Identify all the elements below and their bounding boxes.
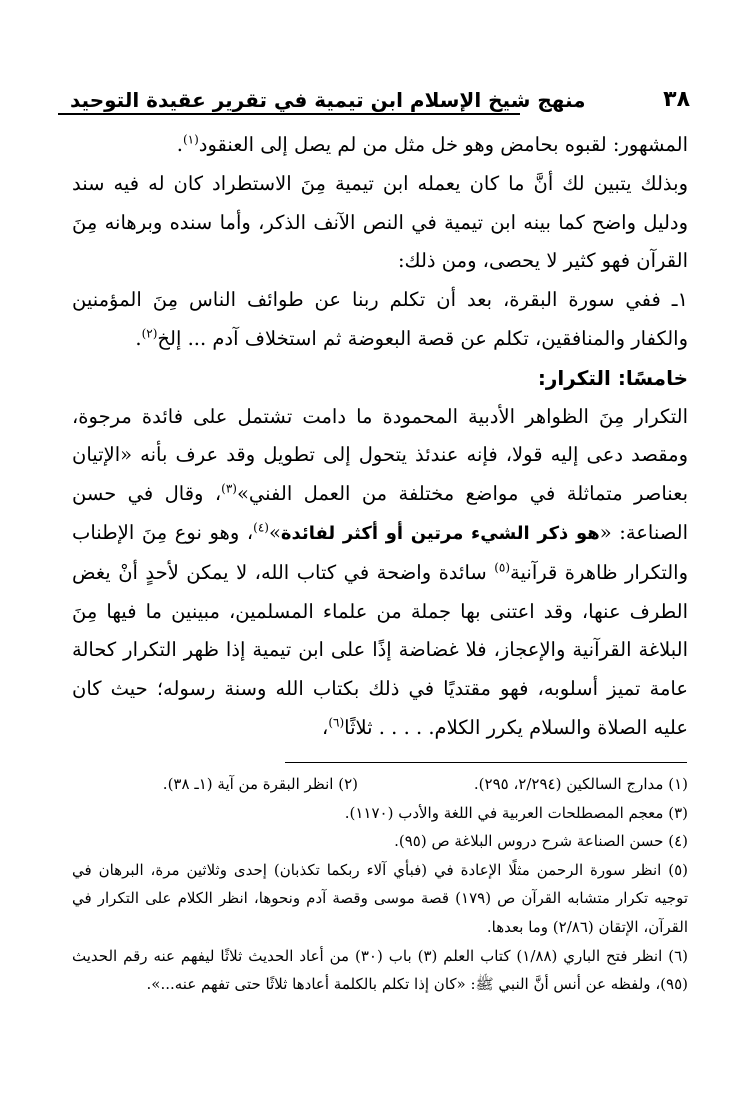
bold-definition: هو ذكر الشيء مرتين أو أكثر لفائدة	[280, 522, 600, 544]
opening-line: المشهور: لقبوه بحامض وهو خل مثل من لم يصل إلى العنقود$^{(١)}$.	[176, 132, 688, 156]
p2-part-c: »	[268, 520, 281, 544]
footnote-row-1-2	[72, 770, 688, 799]
paragraph-2	[72, 398, 688, 748]
list-item-1-text: ١ـ ففي سورة البقرة، بعد أن تكلم ربنا عن طوائف الناس مِنَ المؤمنين والكفار والمنافقين، تكلم عن قصة البعوضة ثم استخلاف آدم ... إلخ	[72, 288, 688, 350]
p2-part-e: سائدة واضحة في كتاب الله، لا يمكن لأحدٍ أنْ يغض الطرف عنها، وقد اعتنى بها جملة من علماء المسلمين، مبينين ما فيها مِنَ البلاغة القرآنية والإعجاز، فلا غضاضة إذًا على ابن تيمية إذا ظهر التكرار كحالة عامة تميز أسلوبه، فهو مقتديًا في ذلك بكتاب الله وسنة رسوله؛ حيث كان عليه الصلاة والسلام يكرر الكلام. . . . . ثلاثًا	[72, 560, 688, 739]
p2-part-d: ، وهو نوع مِنَ الإطناب والتكرار ظاهرة قرآنية	[72, 520, 688, 584]
section-heading: خامسًا: التكرار:	[537, 365, 688, 390]
footnote-2: (٢) انظر البقرة من آية (١ـ ٣٨).	[162, 775, 358, 793]
running-title: منهج شيخ الإسلام ابن تيمية في تقرير عقيدة التوحيد	[70, 88, 586, 112]
footnote-3: (٣) معجم المصطلحات العربية في اللغة والأدب (١١٧٠).	[344, 803, 688, 822]
footnote-6: (٦) انظر فتح الباري (١/٨٨) كتاب العلم (٣) باب (٣٠) من أعاد الحديث ثلاثًا ليفهم عنه رقم الحديث (٩٥)، ولفظه عن أنس أنَّ النبي ﷺ: «كان إذا تكلم بالكلمة أعادها ثلاثًا حتى تفهم عنه...».	[72, 946, 688, 994]
header-rule	[58, 113, 520, 115]
footnote-4: (٤) حسن الصناعة شرح دروس البلاغة ص (٩٥).	[394, 832, 688, 851]
running-header	[70, 80, 690, 114]
footnote-ref-4: (٤)	[253, 520, 269, 535]
footnote-rule	[285, 762, 687, 763]
footnote-ref-5: (٥)	[494, 560, 511, 575]
line-1-text: المشهور: لقبوه بحامض وهو خل مثل من لم يصل إلى العنقود	[198, 133, 688, 156]
footnote-ref-1: (١)	[182, 132, 199, 147]
p2-part-a: التكرار مِنَ الظواهر الأدبية المحمودة ما دامت تشتمل على فائدة مرجوة، ومقصد دعى إليه قولا، فإنه عندئذ يتحول إلى تطويل وقد عرف بأنه «الإتيان بعناصر متماثلة في مواضع مختلفة من العمل الفني»	[72, 404, 688, 506]
paragraph-1: وبذلك يتبين لك أنَّ ما كان يعمله ابن تيمية مِنَ الاستطراد كان له فيه سند ودليل واضح كما بينه ابن تيمية في النص الآنف الذكر، وأما سنده وبرهانه مِنَ القرآن فهو كثير لا يحصى، ومن ذلك:	[72, 171, 688, 273]
p2-part-f: ،	[322, 715, 329, 739]
footnote-ref-2: (٢)	[141, 326, 158, 341]
footnote-ref-3: (٣)	[221, 481, 237, 496]
list-item-1: ١ـ ففي سورة البقرة، بعد أن تكلم ربنا عن طوائف الناس مِنَ المؤمنين والكفار والمنافقين، تكلم عن قصة البعوضة ثم استخلاف آدم ... إلخ$^{(٢)}$.	[72, 288, 688, 350]
footnotes	[72, 770, 688, 999]
page-number: ٣٨	[663, 87, 690, 112]
footnote-ref-6: (٦)	[328, 715, 345, 730]
main-text	[72, 126, 688, 748]
p2-part-b: ، وقال في حسن الصناعة: «	[72, 482, 689, 544]
footnote-5: (٥) انظر سورة الرحمن مثلًا الإعادة في (فبأي آلاء ربكما تكذبان) إحدى وثلاثين مرة، البرهان في توجيه تكرار متشابه القرآن ص (١٧٩) قصة موسى وقصة آدم ونحوها، انظر الكلام على التكرار في القرآن، الإتقان (٢/٨٦) وما بعدها.	[72, 860, 688, 936]
footnote-1: (١) مدارج السالكين (٢/٢٩٤، ٢٩٥).	[473, 775, 688, 793]
